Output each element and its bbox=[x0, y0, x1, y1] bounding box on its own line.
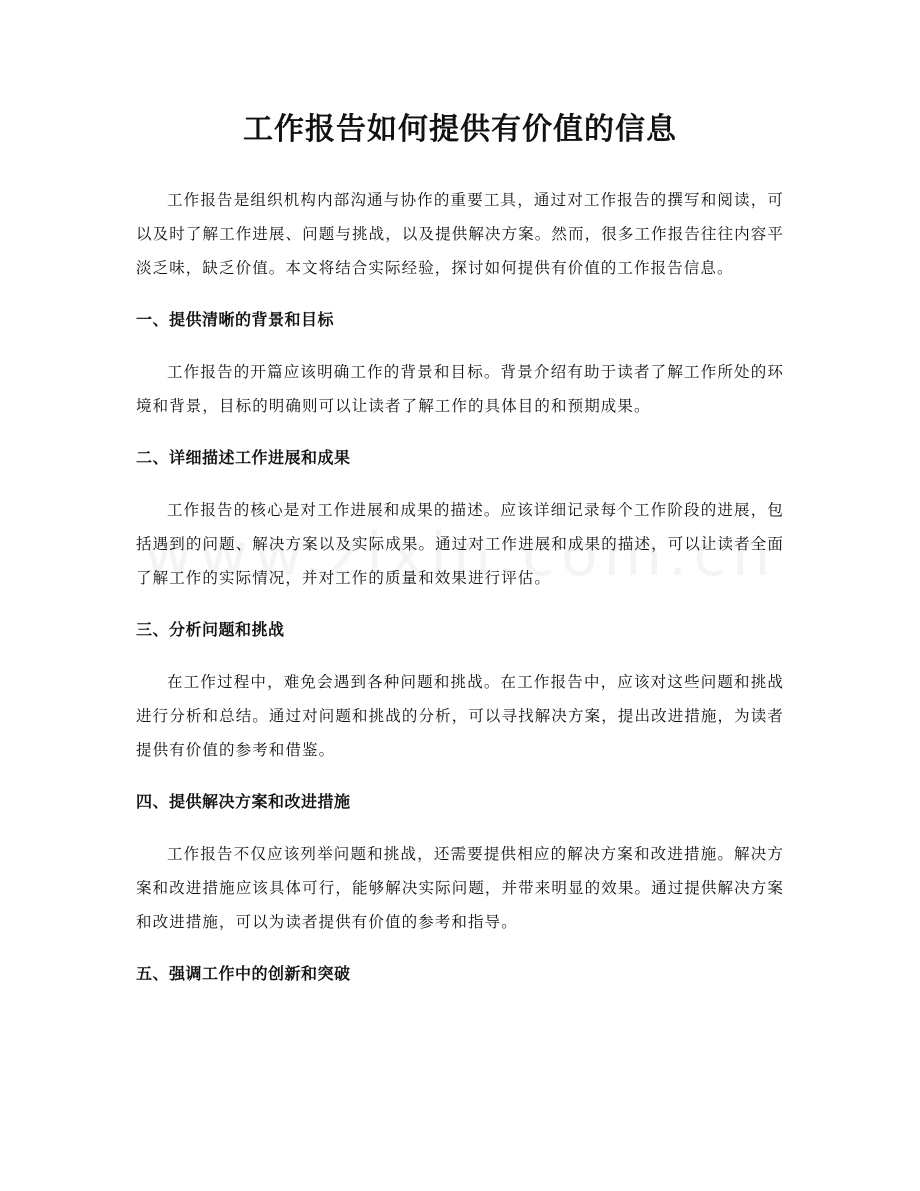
section-5-heading: 五、强调工作中的创新和突破 bbox=[136, 964, 351, 983]
page-title: 工作报告如何提供有价值的信息 bbox=[243, 112, 677, 147]
section-2-paragraph: 工作报告的核心是对工作进展和成果的描述。应该详细记录每个工作阶段的进展，包括遇到的问题、解决方案以及实际成果。通过对工作进展和成果的描述，可以让读者全面了解工作的实际情况，并对工作的质量和效果进行评估。 bbox=[136, 501, 784, 587]
section-4-heading: 四、提供解决方案和改进措施 bbox=[136, 792, 351, 811]
section-1-paragraph: 工作报告的开篇应该明确工作的背景和目标。背景介绍有助于读者了解工作所处的环境和背景，目标的明确则可以让读者了解工作的具体目的和预期成果。 bbox=[136, 363, 784, 415]
section-3-heading: 三、分析问题和挑战 bbox=[136, 620, 285, 639]
section-2-heading: 二、详细描述工作进展和成果 bbox=[136, 448, 351, 467]
document-body bbox=[136, 183, 784, 991]
section-1-heading: 一、提供清晰的背景和目标 bbox=[136, 310, 335, 329]
section-4-paragraph: 工作报告不仅应该列举问题和挑战，还需要提供相应的解决方案和改进措施。解决方案和改进措施应该具体可行，能够解决实际问题，并带来明显的效果。通过提供解决方案和改进措施，可以为读者提供有价值的参考和指导。 bbox=[136, 845, 784, 931]
section-3-paragraph: 在工作过程中，难免会遇到各种问题和挑战。在工作报告中，应该对这些问题和挑战进行分析和总结。通过对问题和挑战的分析，可以寻找解决方案，提出改进措施，为读者提供有价值的参考和借鉴。 bbox=[136, 673, 784, 759]
intro-paragraph: 工作报告是组织机构内部沟通与协作的重要工具，通过对工作报告的撰写和阅读，可以及时了解工作进展、问题与挑战，以及提供解决方案。然而，很多工作报告往往内容平淡乏味，缺乏价值。本文将结合实际经验，探讨如何提供有价值的工作报告信息。 bbox=[136, 191, 784, 277]
